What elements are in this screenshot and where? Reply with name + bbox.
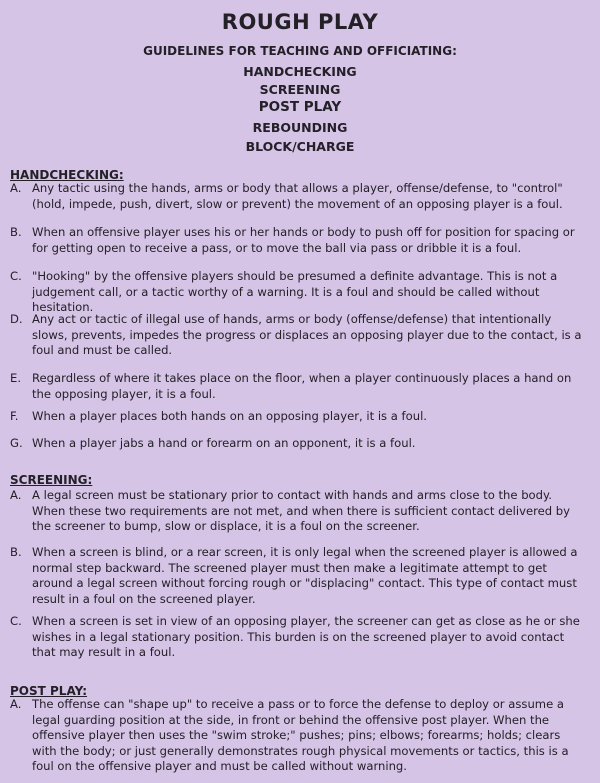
item-text: When a screen is blind, or a rear screen, it is only legal when the screened player is allowed a normal step backward. The screened player must then make a legitimate attempt to get around a legal screen without forcing rough or "displacing" contact. This type of contact must result in a foul on the screened player.	[32, 545, 578, 606]
section-heading-screening: SCREENING:	[10, 473, 93, 487]
item-text: When a player places both hands on an opposing player, it is a foul.	[32, 409, 427, 423]
item-letter: A.	[10, 697, 22, 711]
topic-post-play: POST PLAY	[258, 99, 342, 115]
item-letter: B.	[10, 225, 22, 239]
handchecking-item-c	[10, 269, 588, 316]
item-letter: F.	[10, 409, 19, 423]
item-text: Regardless of where it takes place on the floor, when a player continuously places a hand on the opposing player, it is a foul.	[32, 371, 572, 401]
item-text: Any tactic using the hands, arms or body that allows a player, offense/defense, to "control" (hold, impede, push, divert, slow or prevent) the movement of an opposing player is a foul.	[32, 181, 563, 211]
item-text: Any act or tactic of illegal use of hands, arms or body (offense/defense) that intentionally slows, prevents, impedes the progress or displaces an opposing player due to the contact, is a foul and must be called.	[32, 312, 582, 357]
item-letter: A.	[10, 488, 22, 502]
topic-block-charge: BLOCK/CHARGE	[245, 139, 355, 154]
item-letter: C.	[10, 269, 22, 283]
handchecking-item-e	[10, 371, 588, 402]
section-heading-handchecking: HANDCHECKING:	[10, 168, 124, 182]
item-text: When a player jabs a hand or forearm on an opponent, it is a foul.	[32, 436, 416, 450]
item-letter: G.	[10, 436, 23, 450]
item-letter: C.	[10, 614, 22, 628]
item-text: When a screen is set in view of an opposing player, the screener can get as close as he or she wishes in a legal stationary position. This burden is on the screened player to avoid contact that may result in a foul.	[32, 614, 580, 659]
section-heading-post-play: POST PLAY:	[10, 684, 88, 698]
item-text: A legal screen must be stationary prior to contact with hands and arms close to the body. When these two requirements are not met, and when there is sufficient contact delivered by the screener to bump, slow or displace, it is a foul on the screener.	[32, 488, 570, 533]
topic-handchecking: HANDCHECKING	[243, 64, 357, 79]
topic-screening: SCREENING	[259, 82, 341, 97]
handchecking-item-g	[10, 436, 588, 452]
item-text: When an offensive player uses his or her hands or body to push off for position for spacing or for getting open to receive a pass, or to move the ball via pass or dribble it is a foul.	[32, 225, 575, 255]
item-letter: D.	[10, 312, 23, 326]
screening-item-b	[10, 545, 588, 607]
item-text: The offense can "shape up" to receive a pass or to force the defense to deploy or assume a legal guarding position at the side, in front or behind the offensive post player. When the offensive player then uses the "swim stroke;" pushes; pins; elbows; forearms; holds; clears with the body; or just generally demonstrates rough physical movements or tactics, this is a foul on the offensive player and must be called without warning.	[32, 697, 569, 773]
page-title: ROUGH PLAY	[221, 10, 379, 34]
item-letter: B.	[10, 545, 22, 559]
item-letter: A.	[10, 181, 22, 195]
item-text: "Hooking" by the offensive players should be presumed a definite advantage. This is not a judgement call, or a tactic worthy of a warning. It is a foul and should be called without hesitation.	[32, 269, 558, 314]
post-play-item-a	[10, 697, 588, 775]
topic-rebounding: REBOUNDING	[252, 120, 348, 135]
handchecking-item-d	[10, 312, 588, 359]
handchecking-item-a	[10, 181, 588, 212]
handchecking-item-b	[10, 225, 588, 256]
handchecking-item-f	[10, 409, 588, 425]
screening-item-c	[10, 614, 588, 661]
guidelines-heading: GUIDELINES FOR TEACHING AND OFFICIATING:	[143, 44, 457, 58]
screening-item-a	[10, 488, 588, 535]
item-letter: E.	[10, 371, 22, 385]
